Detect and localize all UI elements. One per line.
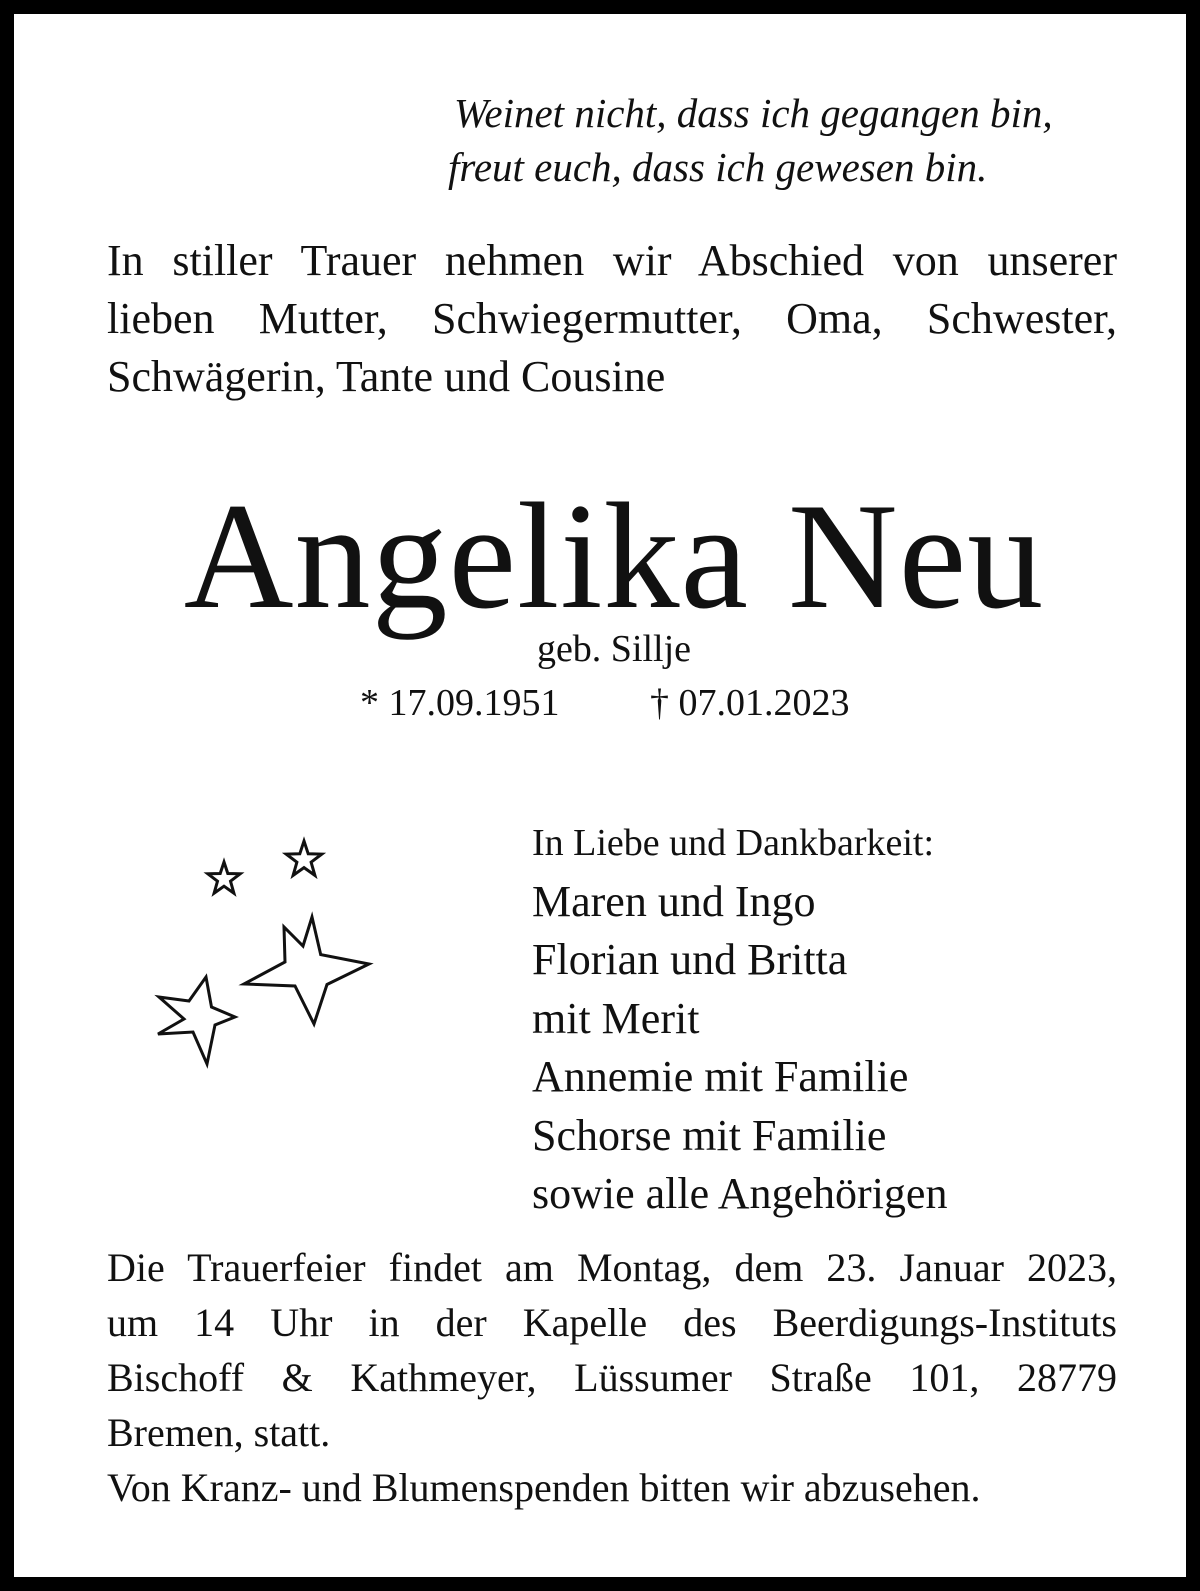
intro-text (107, 232, 1117, 406)
star-medium (158, 977, 235, 1064)
mourner-line: Schorse mit Familie (532, 1110, 887, 1160)
service-line: Bischoff & Kathmeyer, Lüssumer Straße 101, 28779 (107, 1355, 1117, 1400)
star-small-1 (208, 862, 240, 893)
service-line: Bremen, statt. (107, 1410, 331, 1455)
mourner-line: sowie alle Angehörigen (532, 1169, 948, 1218)
service-line: um 14 Uhr in der Kapelle des Beerdigungs-Instituts (107, 1300, 1117, 1345)
star-small-2 (286, 841, 322, 875)
mourners-heading: In Liebe und Dankbarkeit: (532, 822, 935, 864)
deceased-name: Angelika Neu (183, 472, 1045, 640)
maiden-name: geb. Sillje (536, 628, 692, 670)
birth-date: * 17.09.1951 (360, 682, 560, 724)
service-info (107, 1240, 1117, 1515)
motto-line: Weinet nicht, dass ich gegangen bin, (454, 90, 1053, 136)
mourner-line: mit Merit (532, 993, 700, 1043)
death-date: † 07.01.2023 (650, 682, 850, 724)
stars-icon-graphic (144, 824, 404, 1084)
intro-line: Schwägerin, Tante und Cousine (107, 352, 666, 401)
mourner-line: Annemie mit Familie (532, 1052, 909, 1101)
mourner-line: Maren und Ingo (532, 876, 816, 926)
intro-line: In stiller Trauer nehmen wir Abschied von unserer (107, 236, 1117, 285)
service-line: Die Trauerfeier findet am Montag, dem 23. Januar 2023, (107, 1245, 1117, 1290)
mourners-list (532, 814, 1152, 1224)
donation-note: Von Kranz- und Blumenspenden bitten wir abzusehen. (107, 1465, 981, 1510)
motto-verse (448, 86, 1154, 194)
motto-line: freut euch, dass ich gewesen bin. (448, 144, 988, 190)
intro-line: lieben Mutter, Schwiegermutter, Oma, Schwester, (107, 294, 1117, 343)
star-large (244, 917, 369, 1024)
mourner-line: Florian und Britta (532, 935, 848, 984)
stars-icon (144, 824, 404, 1088)
